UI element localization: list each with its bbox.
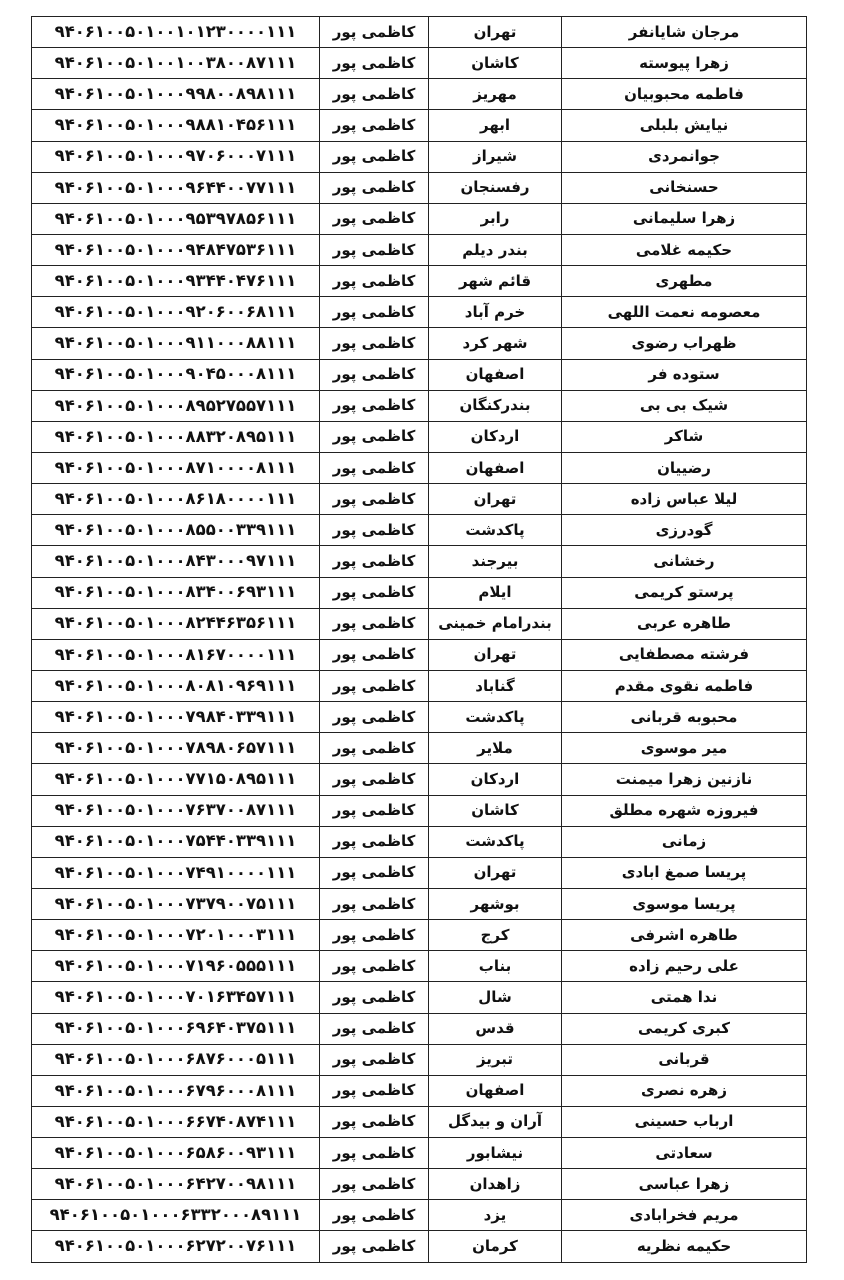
person-name-cell: زهرا پیوسته xyxy=(562,48,807,79)
person-name-cell: مریم فخرابادی xyxy=(562,1200,807,1231)
person-name-cell: رخشانی xyxy=(562,546,807,577)
city-cell: بناب xyxy=(429,951,562,982)
table-row xyxy=(32,1044,807,1075)
family-name-cell: کاظمی پور xyxy=(320,1106,429,1137)
table-row xyxy=(32,17,807,48)
table-row xyxy=(32,484,807,515)
record-code-cell: ۹۴۰۶۱۰۰۵۰۱۰۰۰۶۷۹۶۰۰۰۸۱۱۱ xyxy=(32,1075,320,1106)
table-row xyxy=(32,515,807,546)
family-name-cell: کاظمی پور xyxy=(320,546,429,577)
family-name-cell: کاظمی پور xyxy=(320,203,429,234)
person-name-cell: فاطمه محبوبیان xyxy=(562,79,807,110)
city-cell: کرمان xyxy=(429,1231,562,1262)
city-cell: آران و بیدگل xyxy=(429,1106,562,1137)
table-row xyxy=(32,670,807,701)
family-name-cell: کاظمی پور xyxy=(320,826,429,857)
person-name-cell: جوانمردی xyxy=(562,141,807,172)
table-row xyxy=(32,1231,807,1262)
person-name-cell: علی رحیم زاده xyxy=(562,951,807,982)
person-name-cell: شاکر xyxy=(562,421,807,452)
person-name-cell: کبری کریمی xyxy=(562,1013,807,1044)
city-cell: رفسنجان xyxy=(429,172,562,203)
records-table-body xyxy=(32,17,807,1263)
family-name-cell: کاظمی پور xyxy=(320,484,429,515)
table-row xyxy=(32,48,807,79)
table-row xyxy=(32,234,807,265)
family-name-cell: کاظمی پور xyxy=(320,515,429,546)
family-name-cell: کاظمی پور xyxy=(320,857,429,888)
table-row xyxy=(32,110,807,141)
record-code-cell: ۹۴۰۶۱۰۰۵۰۱۰۰۰۸۸۳۲۰۸۹۵۱۱۱ xyxy=(32,421,320,452)
city-cell: اصفهان xyxy=(429,1075,562,1106)
person-name-cell: فاطمه نقوی مقدم xyxy=(562,670,807,701)
record-code-cell: ۹۴۰۶۱۰۰۵۰۱۰۰۰۶۲۷۲۰۰۷۶۱۱۱ xyxy=(32,1231,320,1262)
family-name-cell: کاظمی پور xyxy=(320,1044,429,1075)
records-table xyxy=(31,16,807,1263)
record-code-cell: ۹۴۰۶۱۰۰۵۰۱۰۰۰۸۶۱۸۰۰۰۰۱۱۱ xyxy=(32,484,320,515)
table-row xyxy=(32,826,807,857)
record-code-cell: ۹۴۰۶۱۰۰۵۰۱۰۰۰۹۰۴۵۰۰۰۸۱۱۱ xyxy=(32,359,320,390)
record-code-cell: ۹۴۰۶۱۰۰۵۰۱۰۰۰۶۳۳۲۰۰۰۸۹۱۱۱ xyxy=(32,1200,320,1231)
record-code-cell: ۹۴۰۶۱۰۰۵۰۱۰۰۰۹۲۰۶۰۰۶۸۱۱۱ xyxy=(32,297,320,328)
city-cell: کاشان xyxy=(429,48,562,79)
family-name-cell: کاظمی پور xyxy=(320,1200,429,1231)
person-name-cell: طاهره اشرفی xyxy=(562,920,807,951)
family-name-cell: کاظمی پور xyxy=(320,79,429,110)
city-cell: رابر xyxy=(429,203,562,234)
city-cell: شهر کرد xyxy=(429,328,562,359)
table-row xyxy=(32,1106,807,1137)
table-row xyxy=(32,297,807,328)
table-row xyxy=(32,888,807,919)
city-cell: تهران xyxy=(429,17,562,48)
table-row xyxy=(32,390,807,421)
record-code-cell: ۹۴۰۶۱۰۰۵۰۱۰۰۰۹۸۸۱۰۴۵۶۱۱۱ xyxy=(32,110,320,141)
family-name-cell: کاظمی پور xyxy=(320,639,429,670)
table-row xyxy=(32,764,807,795)
table-row xyxy=(32,1200,807,1231)
city-cell: تهران xyxy=(429,639,562,670)
city-cell: قدس xyxy=(429,1013,562,1044)
family-name-cell: کاظمی پور xyxy=(320,951,429,982)
city-cell: گناباد xyxy=(429,670,562,701)
person-name-cell: مطهری xyxy=(562,266,807,297)
table-row xyxy=(32,951,807,982)
table-row xyxy=(32,172,807,203)
city-cell: بندر دیلم xyxy=(429,234,562,265)
family-name-cell: کاظمی پور xyxy=(320,795,429,826)
person-name-cell: لیلا عباس زاده xyxy=(562,484,807,515)
record-code-cell: ۹۴۰۶۱۰۰۵۰۱۰۰۰۸۱۶۷۰۰۰۰۱۱۱ xyxy=(32,639,320,670)
family-name-cell: کاظمی پور xyxy=(320,888,429,919)
city-cell: مهریز xyxy=(429,79,562,110)
family-name-cell: کاظمی پور xyxy=(320,1169,429,1200)
family-name-cell: کاظمی پور xyxy=(320,670,429,701)
person-name-cell: میر موسوی xyxy=(562,733,807,764)
family-name-cell: کاظمی پور xyxy=(320,110,429,141)
table-row xyxy=(32,1013,807,1044)
person-name-cell: زهره نصری xyxy=(562,1075,807,1106)
city-cell: پاکدشت xyxy=(429,826,562,857)
person-name-cell: پریسا موسوی xyxy=(562,888,807,919)
person-name-cell: شیک بی بی xyxy=(562,390,807,421)
person-name-cell: طاهره عربی xyxy=(562,608,807,639)
city-cell: ابهر xyxy=(429,110,562,141)
person-name-cell: ستوده فر xyxy=(562,359,807,390)
city-cell: ملایر xyxy=(429,733,562,764)
table-row xyxy=(32,546,807,577)
city-cell: شال xyxy=(429,982,562,1013)
city-cell: بوشهر xyxy=(429,888,562,919)
record-code-cell: ۹۴۰۶۱۰۰۵۰۱۰۰۰۷۵۴۴۰۳۳۹۱۱۱ xyxy=(32,826,320,857)
city-cell: تبریز xyxy=(429,1044,562,1075)
record-code-cell: ۹۴۰۶۱۰۰۵۰۱۰۰۰۹۳۴۴۰۴۷۶۱۱۱ xyxy=(32,266,320,297)
family-name-cell: کاظمی پور xyxy=(320,359,429,390)
record-code-cell: ۹۴۰۶۱۰۰۵۰۱۰۰۰۷۲۰۱۰۰۰۳۱۱۱ xyxy=(32,920,320,951)
city-cell: اردکان xyxy=(429,764,562,795)
person-name-cell: حکیمه نظریه xyxy=(562,1231,807,1262)
city-cell: اصفهان xyxy=(429,452,562,483)
city-cell: شیراز xyxy=(429,141,562,172)
person-name-cell: معصومه نعمت اللهی xyxy=(562,297,807,328)
table-row xyxy=(32,1138,807,1169)
city-cell: نیشابور xyxy=(429,1138,562,1169)
person-name-cell: سعادتی xyxy=(562,1138,807,1169)
table-row xyxy=(32,141,807,172)
city-cell: ایلام xyxy=(429,577,562,608)
record-code-cell: ۹۴۰۶۱۰۰۵۰۱۰۰۰۹۴۸۴۷۵۳۶۱۱۱ xyxy=(32,234,320,265)
record-code-cell: ۹۴۰۶۱۰۰۵۰۱۰۰۰۹۶۴۴۰۰۷۷۱۱۱ xyxy=(32,172,320,203)
city-cell: اصفهان xyxy=(429,359,562,390)
table-row xyxy=(32,452,807,483)
record-code-cell: ۹۴۰۶۱۰۰۵۰۱۰۰۰۹۵۳۹۷۸۵۶۱۱۱ xyxy=(32,203,320,234)
record-code-cell: ۹۴۰۶۱۰۰۵۰۱۰۰۰۷۹۸۴۰۳۳۹۱۱۱ xyxy=(32,702,320,733)
table-row xyxy=(32,421,807,452)
family-name-cell: کاظمی پور xyxy=(320,48,429,79)
table-row xyxy=(32,857,807,888)
family-name-cell: کاظمی پور xyxy=(320,297,429,328)
city-cell: بندرامام خمینی xyxy=(429,608,562,639)
family-name-cell: کاظمی پور xyxy=(320,452,429,483)
person-name-cell: زمانی xyxy=(562,826,807,857)
family-name-cell: کاظمی پور xyxy=(320,390,429,421)
city-cell: قائم شهر xyxy=(429,266,562,297)
city-cell: خرم آباد xyxy=(429,297,562,328)
record-code-cell: ۹۴۰۶۱۰۰۵۰۱۰۰۰۷۷۱۵۰۸۹۵۱۱۱ xyxy=(32,764,320,795)
record-code-cell: ۹۴۰۶۱۰۰۵۰۱۰۰۰۷۱۹۶۰۵۵۵۱۱۱ xyxy=(32,951,320,982)
record-code-cell: ۹۴۰۶۱۰۰۵۰۱۰۰۰۶۵۸۶۰۰۹۳۱۱۱ xyxy=(32,1138,320,1169)
family-name-cell: کاظمی پور xyxy=(320,920,429,951)
table-row xyxy=(32,608,807,639)
record-code-cell: ۹۴۰۶۱۰۰۵۰۱۰۰۰۷۴۹۱۰۰۰۰۱۱۱ xyxy=(32,857,320,888)
person-name-cell: گودرزی xyxy=(562,515,807,546)
family-name-cell: کاظمی پور xyxy=(320,1138,429,1169)
record-code-cell: ۹۴۰۶۱۰۰۵۰۱۰۰۰۷۸۹۸۰۶۵۷۱۱۱ xyxy=(32,733,320,764)
family-name-cell: کاظمی پور xyxy=(320,608,429,639)
family-name-cell: کاظمی پور xyxy=(320,172,429,203)
person-name-cell: رضییان xyxy=(562,452,807,483)
record-code-cell: ۹۴۰۶۱۰۰۵۰۱۰۰۰۸۳۴۰۰۶۹۳۱۱۱ xyxy=(32,577,320,608)
person-name-cell: زهرا سلیمانی xyxy=(562,203,807,234)
record-code-cell: ۹۴۰۶۱۰۰۵۰۱۰۰۰۸۹۵۲۷۵۵۷۱۱۱ xyxy=(32,390,320,421)
record-code-cell: ۹۴۰۶۱۰۰۵۰۱۰۰۰۸۰۸۱۰۹۶۹۱۱۱ xyxy=(32,670,320,701)
record-code-cell: ۹۴۰۶۱۰۰۵۰۱۰۰۰۷۶۳۷۰۰۸۷۱۱۱ xyxy=(32,795,320,826)
city-cell: بیرجند xyxy=(429,546,562,577)
person-name-cell: ندا همتی xyxy=(562,982,807,1013)
table-row xyxy=(32,795,807,826)
family-name-cell: کاظمی پور xyxy=(320,266,429,297)
family-name-cell: کاظمی پور xyxy=(320,328,429,359)
record-code-cell: ۹۴۰۶۱۰۰۵۰۱۰۰۰۷۳۷۹۰۰۷۵۱۱۱ xyxy=(32,888,320,919)
family-name-cell: کاظمی پور xyxy=(320,234,429,265)
family-name-cell: کاظمی پور xyxy=(320,421,429,452)
city-cell: کرج xyxy=(429,920,562,951)
family-name-cell: کاظمی پور xyxy=(320,702,429,733)
city-cell: تهران xyxy=(429,484,562,515)
record-code-cell: ۹۴۰۶۱۰۰۵۰۱۰۰۰۹۹۸۰۰۸۹۸۱۱۱ xyxy=(32,79,320,110)
city-cell: پاکدشت xyxy=(429,702,562,733)
record-code-cell: ۹۴۰۶۱۰۰۵۰۱۰۰۰۸۷۱۰۰۰۰۸۱۱۱ xyxy=(32,452,320,483)
city-cell: پاکدشت xyxy=(429,515,562,546)
person-name-cell: مرجان شایانفر xyxy=(562,17,807,48)
family-name-cell: کاظمی پور xyxy=(320,1075,429,1106)
family-name-cell: کاظمی پور xyxy=(320,577,429,608)
person-name-cell: حکیمه غلامی xyxy=(562,234,807,265)
family-name-cell: کاظمی پور xyxy=(320,764,429,795)
table-row xyxy=(32,702,807,733)
table-row xyxy=(32,79,807,110)
record-code-cell: ۹۴۰۶۱۰۰۵۰۱۰۰۰۶۹۶۴۰۳۷۵۱۱۱ xyxy=(32,1013,320,1044)
person-name-cell: فرشته مصطفایی xyxy=(562,639,807,670)
table-row xyxy=(32,359,807,390)
record-code-cell: ۹۴۰۶۱۰۰۵۰۱۰۰۰۶۴۲۷۰۰۹۸۱۱۱ xyxy=(32,1169,320,1200)
record-code-cell: ۹۴۰۶۱۰۰۵۰۱۰۰۰۸۲۴۴۶۳۵۶۱۱۱ xyxy=(32,608,320,639)
table-row xyxy=(32,266,807,297)
table-row xyxy=(32,1169,807,1200)
table-row xyxy=(32,639,807,670)
record-code-cell: ۹۴۰۶۱۰۰۵۰۱۰۰۱۰۱۲۳۰۰۰۰۱۱۱ xyxy=(32,17,320,48)
person-name-cell: محبوبه قربانی xyxy=(562,702,807,733)
record-code-cell: ۹۴۰۶۱۰۰۵۰۱۰۰۱۰۰۳۸۰۰۸۷۱۱۱ xyxy=(32,48,320,79)
table-row xyxy=(32,1075,807,1106)
person-name-cell: پریسا صمغ ابادی xyxy=(562,857,807,888)
person-name-cell: زهرا عباسی xyxy=(562,1169,807,1200)
city-cell: اردکان xyxy=(429,421,562,452)
city-cell: زاهدان xyxy=(429,1169,562,1200)
family-name-cell: کاظمی پور xyxy=(320,1013,429,1044)
record-code-cell: ۹۴۰۶۱۰۰۵۰۱۰۰۰۸۵۵۰۰۳۳۹۱۱۱ xyxy=(32,515,320,546)
city-cell: یزد xyxy=(429,1200,562,1231)
table-row xyxy=(32,733,807,764)
person-name-cell: ارباب حسینی xyxy=(562,1106,807,1137)
record-code-cell: ۹۴۰۶۱۰۰۵۰۱۰۰۰۷۰۱۶۳۴۵۷۱۱۱ xyxy=(32,982,320,1013)
record-code-cell: ۹۴۰۶۱۰۰۵۰۱۰۰۰۹۱۱۰۰۰۸۸۱۱۱ xyxy=(32,328,320,359)
family-name-cell: کاظمی پور xyxy=(320,141,429,172)
family-name-cell: کاظمی پور xyxy=(320,1231,429,1262)
record-code-cell: ۹۴۰۶۱۰۰۵۰۱۰۰۰۸۴۳۰۰۰۹۷۱۱۱ xyxy=(32,546,320,577)
person-name-cell: پرستو کریمی xyxy=(562,577,807,608)
person-name-cell: ظهراب رضوی xyxy=(562,328,807,359)
table-row xyxy=(32,577,807,608)
record-code-cell: ۹۴۰۶۱۰۰۵۰۱۰۰۰۹۷۰۶۰۰۰۷۱۱۱ xyxy=(32,141,320,172)
record-code-cell: ۹۴۰۶۱۰۰۵۰۱۰۰۰۶۸۷۶۰۰۰۵۱۱۱ xyxy=(32,1044,320,1075)
city-cell: کاشان xyxy=(429,795,562,826)
family-name-cell: کاظمی پور xyxy=(320,733,429,764)
person-name-cell: نیایش بلبلی xyxy=(562,110,807,141)
city-cell: بندرکنگان xyxy=(429,390,562,421)
family-name-cell: کاظمی پور xyxy=(320,982,429,1013)
record-code-cell: ۹۴۰۶۱۰۰۵۰۱۰۰۰۶۶۷۴۰۸۷۴۱۱۱ xyxy=(32,1106,320,1137)
city-cell: تهران xyxy=(429,857,562,888)
person-name-cell: فیروزه شهره مطلق xyxy=(562,795,807,826)
person-name-cell: قربانی xyxy=(562,1044,807,1075)
table-row xyxy=(32,328,807,359)
table-row xyxy=(32,203,807,234)
family-name-cell: کاظمی پور xyxy=(320,17,429,48)
person-name-cell: نازنین زهرا میمنت xyxy=(562,764,807,795)
table-row xyxy=(32,920,807,951)
person-name-cell: حسنخانی xyxy=(562,172,807,203)
table-row xyxy=(32,982,807,1013)
